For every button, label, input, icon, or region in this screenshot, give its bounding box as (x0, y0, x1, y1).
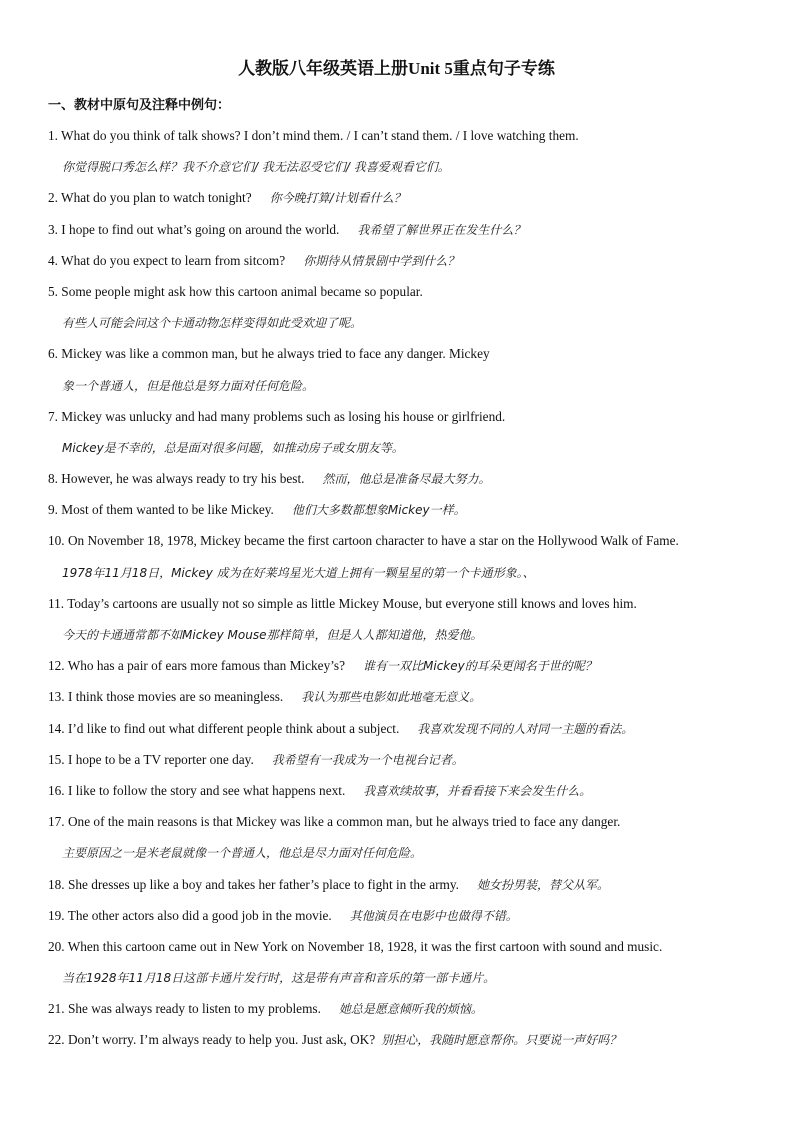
sentence-translation: 我希望有一我成为一个电视台记者。 (271, 752, 464, 767)
sentence-english: 7. Mickey was unlucky and had many problems such as losing his house or girlfriend. (48, 408, 506, 424)
sentence-english: 4. What do you expect to learn from sitcom? (48, 252, 286, 268)
sentence-english: 1. What do you think of talk shows? I don’t mind them. / I can’t stand them. / I love watching them. (48, 128, 579, 143)
sentence-item (48, 998, 768, 1029)
sentence-item (48, 686, 768, 717)
sentence-item (48, 343, 768, 405)
sentence-english: 2. What do you plan to watch tonight? (48, 190, 252, 206)
sentence-item (48, 499, 768, 530)
sentence-item (48, 219, 768, 250)
sentence-translation: 别担心，我随时愿意帮你。只要说一声好吗？ (381, 1033, 622, 1048)
sentence-english: 18. She dresses up like a boy and takes her father’s place to fight in the army. (48, 876, 459, 892)
sentence-english: 8. However, he was always ready to try his best. (48, 471, 305, 487)
sentence-item (48, 406, 768, 468)
sentence-translation: 1978年11月18日，Mickey 成为在好莱坞星光大道上拥有一颗星星的第一个卡通形象。、 (62, 565, 535, 580)
sentence-translation: 我希望了解世界正在发生什么？ (357, 222, 526, 237)
sentence-list (48, 125, 768, 1061)
sentence-item (48, 718, 768, 749)
sentence-item (48, 250, 768, 281)
sentence-translation: 你今晚打算/计划看什么？ (269, 191, 406, 206)
sentence-item (48, 593, 768, 655)
sentence-translation: 有些人可能会问这个卡通动物怎样变得如此受欢迎了呢。 (62, 316, 363, 331)
sentence-item (48, 749, 768, 780)
sentence-english: 13. I think those movies are so meaningless. (48, 689, 284, 705)
sentence-item (48, 874, 768, 905)
sentence-translation: Mickey是不幸的，总是面对很多问题，如推动房子或女朋友等。 (62, 440, 404, 455)
sentence-translation: 谁有一双比Mickey的耳朵更闻名于世的呢？ (363, 659, 597, 674)
sentence-english: 14. I’d like to find out what different people think about a subject. (48, 720, 400, 736)
sentence-translation: 象一个普通人，但是他总是努力面对任何危险。 (62, 378, 315, 393)
sentence-translation: 你觉得脱口秀怎么样？我不介意它们/ 我无法忍受它们/ 我喜爱观看它们。 (62, 160, 450, 175)
sentence-item (48, 125, 768, 187)
sentence-english: 17. One of the main reasons is that Mickey was like a common man, but he always tried to face any danger. (48, 814, 621, 830)
sentence-translation: 我认为那些电影如此地毫无意义。 (301, 690, 482, 705)
sentence-english: 19. The other actors also did a good job in the movie. (48, 907, 332, 923)
sentence-translation: 她总是愿意倾听我的烦恼。 (338, 1002, 483, 1017)
sentence-english: 12. Who has a pair of ears more famous than Mickey’s? (48, 658, 345, 674)
page-title: 人教版八年级英语上册Unit 5重点句子专练 (238, 59, 555, 78)
sentence-translation: 今天的卡通通常都不如Mickey Mouse那样简单，但是人人都知道他，热爱他。 (62, 628, 483, 642)
sentence-english: 11. Today’s cartoons are usually not so simple as little Mickey Mouse, but everyone still knows and loves him. (48, 595, 637, 611)
sentence-english: 9. Most of them wanted to be like Mickey. (48, 502, 274, 518)
sentence-english: 10. On November 18, 1978, Mickey became the first cartoon character to have a star on the Hollywood Walk of Fame. (48, 533, 679, 549)
sentence-english: 5. Some people might ask how this cartoon animal became so popular. (48, 283, 423, 299)
sentence-translation: 其他演员在电影中也做得不错。 (349, 908, 518, 923)
sentence-english: 21. She was always ready to listen to my problems. (48, 1001, 321, 1017)
sentence-translation: 我喜欢发现不同的人对同一主题的看法。 (417, 721, 634, 736)
sentence-english: 16. I like to follow the story and see what happens next. (48, 782, 346, 798)
sentence-english: 22. Don’t worry. I’m always ready to help you. Just ask, OK? (48, 1032, 376, 1048)
sentence-translation: 然而，他总是准备尽最大努力。 (322, 472, 491, 487)
sentence-item (48, 468, 768, 499)
section-heading: 一、教材中原句及注释中例句： (48, 97, 231, 112)
sentence-item (48, 1029, 768, 1060)
sentence-translation: 她女扮男装，替父从军。 (476, 877, 609, 892)
sentence-item (48, 780, 768, 811)
sentence-english: 6. Mickey was like a common man, but he always tried to face any danger. Mickey (48, 346, 490, 362)
sentence-item (48, 530, 768, 592)
sentence-item (48, 905, 768, 936)
sentence-english: 20. When this cartoon came out in New York on November 18, 1928, it was the first cartoon with sound and music. (48, 938, 663, 954)
sentence-translation: 你期待从情景剧中学到什么？ (303, 253, 460, 268)
sentence-item (48, 281, 768, 343)
sentence-translation: 他们大多数都想象Mickey一样。 (291, 503, 466, 518)
sentence-item (48, 936, 768, 998)
sentence-translation: 主要原因之一是米老鼠就像一个普通人，他总是尽力面对任何危险。 (62, 846, 423, 861)
sentence-english: 3. I hope to find out what’s going on around the world. (48, 221, 340, 237)
sentence-translation: 当在1928年11月18日这部卡通片发行时，这是带有声音和音乐的第一部卡通片。 (62, 971, 496, 986)
sentence-translation: 我喜欢续故事，并看看接下来会发生什么。 (363, 783, 592, 798)
sentence-item (48, 187, 768, 218)
sentence-english: 15. I hope to be a TV reporter one day. (48, 751, 254, 767)
sentence-item (48, 811, 768, 873)
sentence-item (48, 655, 768, 686)
